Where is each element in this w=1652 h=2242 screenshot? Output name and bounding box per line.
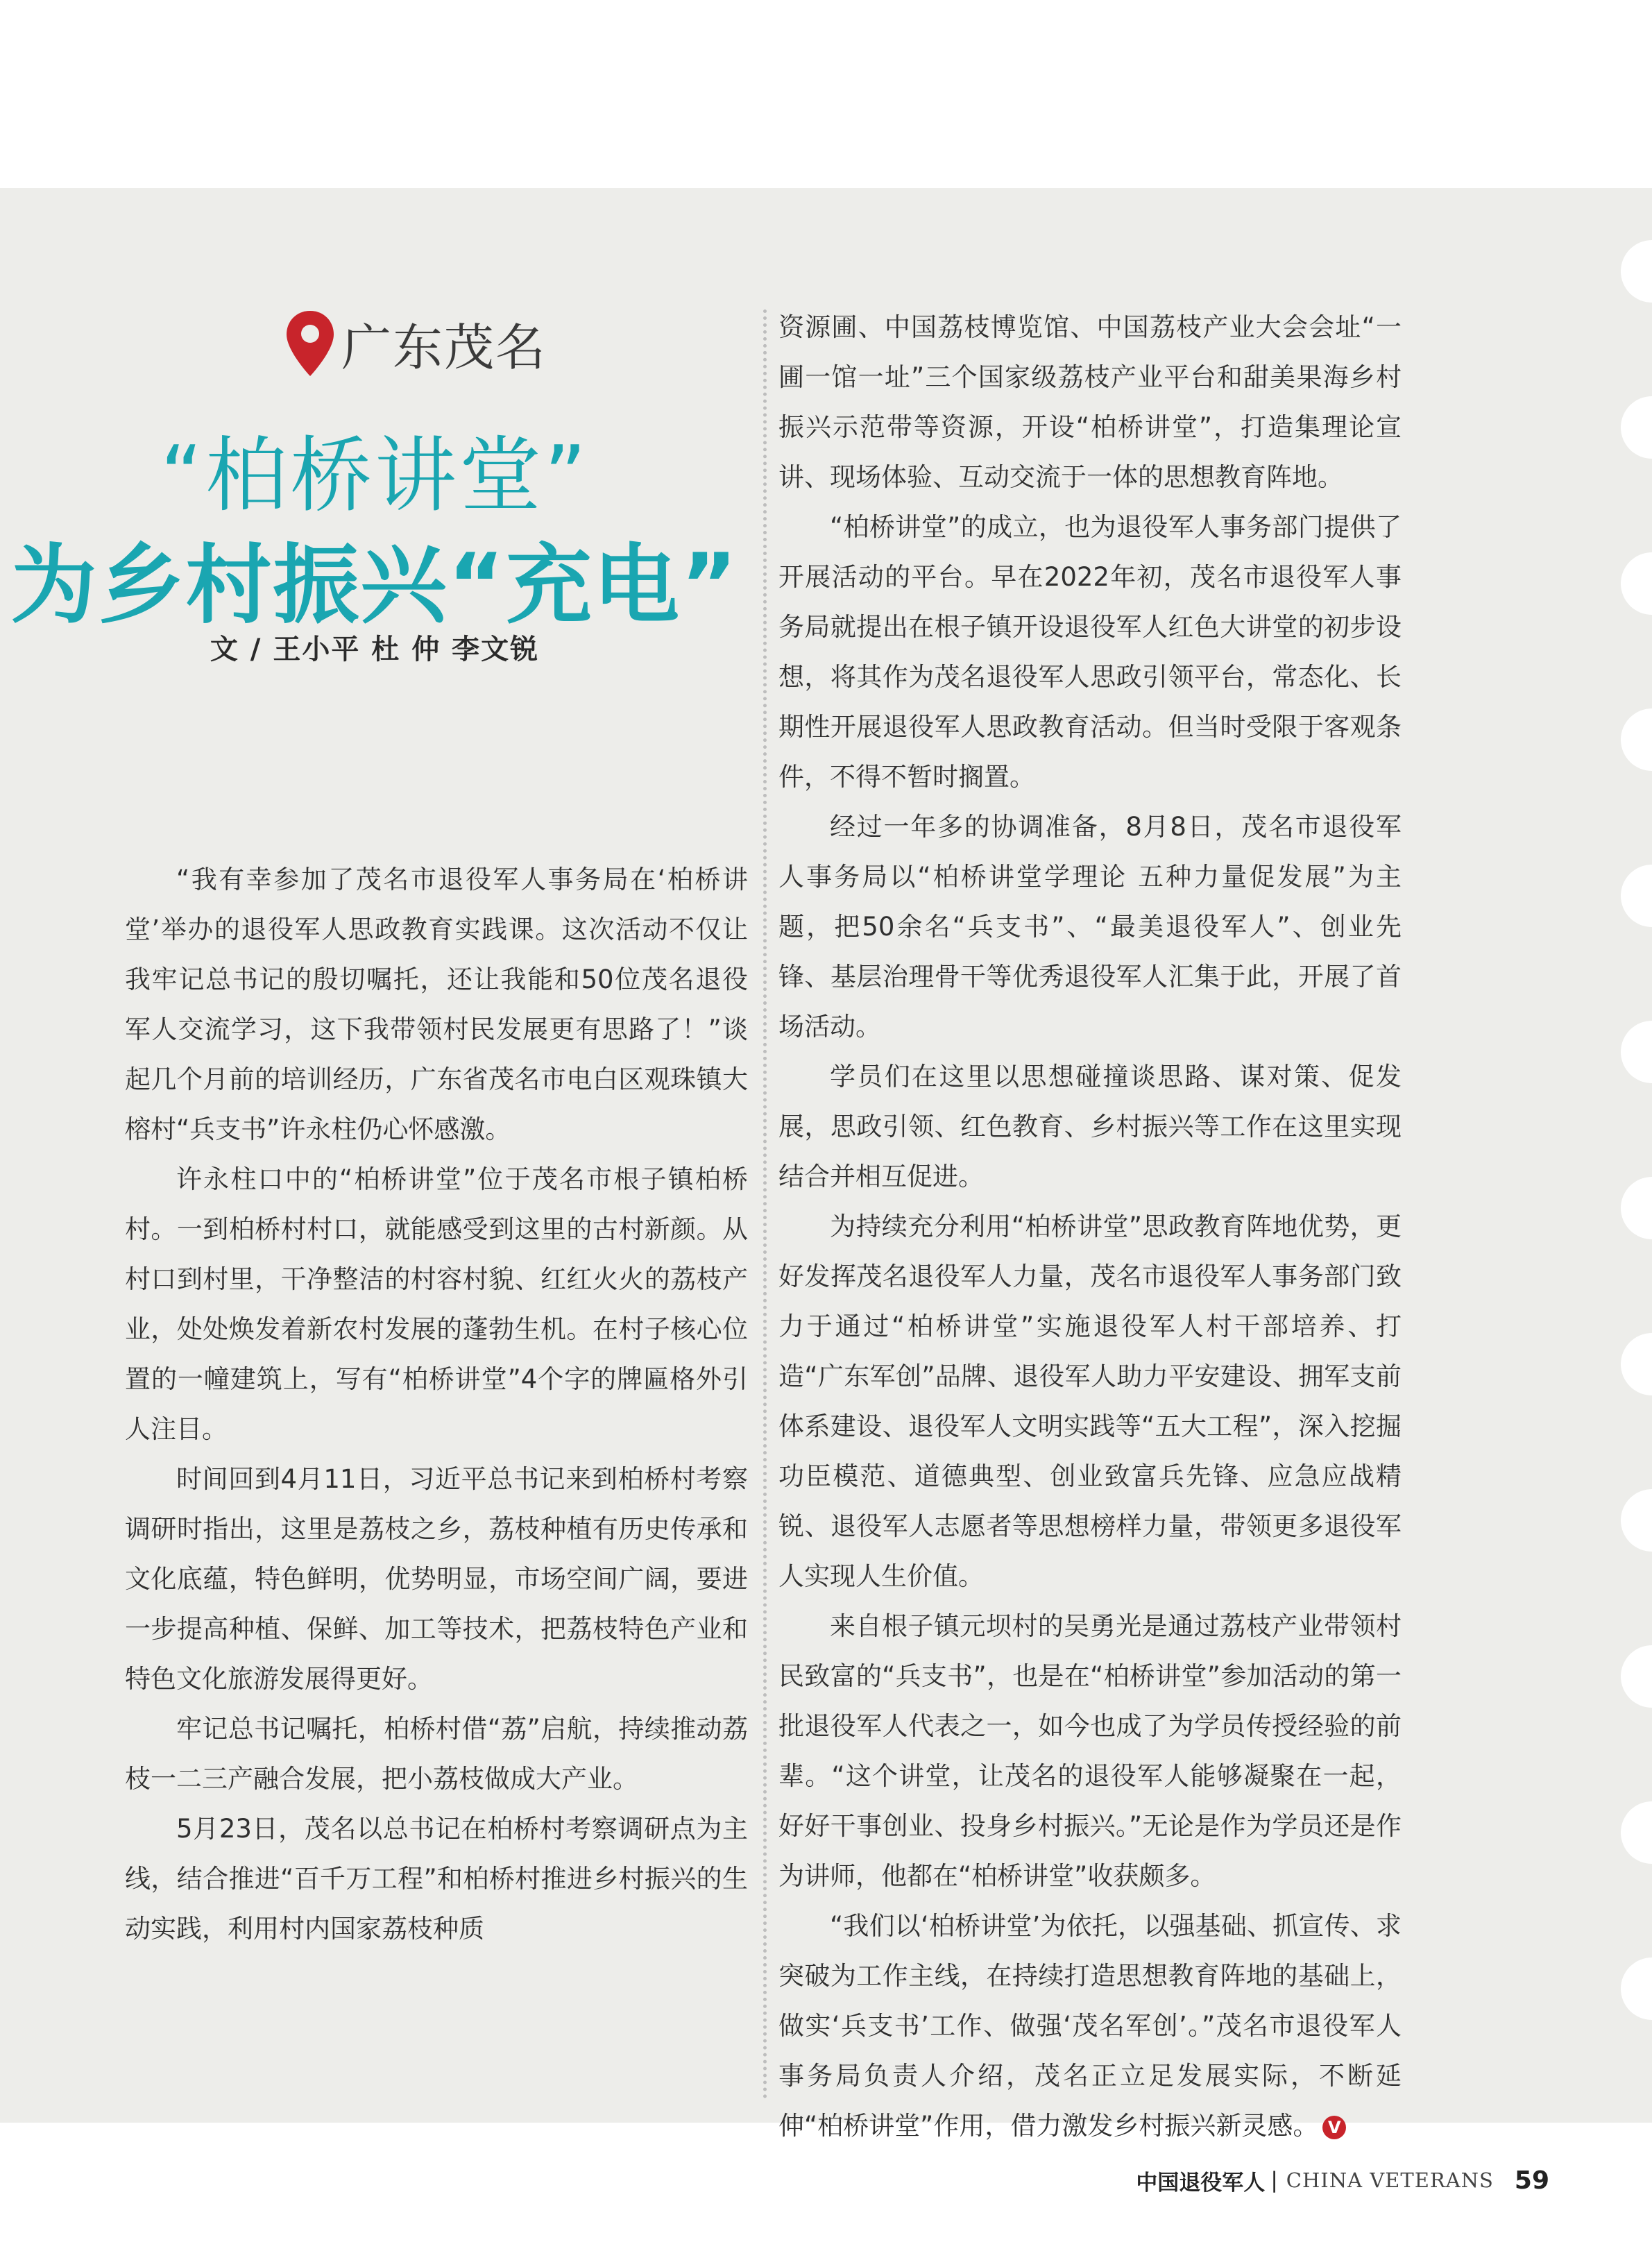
notebook-holes xyxy=(1590,188,1652,2123)
byline xyxy=(0,627,749,667)
hole-decoration xyxy=(1621,1021,1652,1083)
footer-separator: | xyxy=(1270,2168,1278,2193)
article-title-line-2: 为乡村振兴“充电” xyxy=(10,536,739,636)
page-footer xyxy=(1136,2159,1549,2201)
paragraph: 许永柱口中的“柏桥讲堂”位于茂名市根子镇柏桥村。一到柏桥村村口，就能感受到这里的古村新颜。从村口到村里，干净整洁的村容村貌、红红火火的荔枝产业，处处焕发着新农村发展的蓬勃生机。在村子核心位置的一幢建筑上，写有“柏桥讲堂”4个字的牌匾格外引人注目。 xyxy=(125,1164,748,1444)
hole-decoration xyxy=(1621,1957,1652,2020)
magazine-name-en: CHINA VETERANS xyxy=(1286,2168,1494,2192)
hole-decoration xyxy=(1621,552,1652,615)
paragraph: “柏桥讲堂”的成立，也为退役军人事务部门提供了开展活动的平台。早在2022年初，茂名市退役军人事务局就提出在根子镇开设退役军人红色大讲堂的初步设想，将其作为茂名退役军人思政引领平台，常态化、长期性开展退役军人思政教育活动。但当时受限于客观条件，不得不暂时搁置。 xyxy=(778,512,1402,792)
hole-decoration xyxy=(1621,240,1652,303)
column-divider xyxy=(763,309,767,2100)
paragraph: 学员们在这里以思想碰撞谈思路、谋对策、促发展，思政引领、红色教育、乡村振兴等工作在这里实现结合并相互促进。 xyxy=(778,1062,1402,1191)
page-number: 59 xyxy=(1514,2166,1549,2195)
paragraph: 为持续充分利用“柏桥讲堂”思政教育阵地优势，更好发挥茂名退役军人力量，茂名市退役军人事务部门致力于通过“柏桥讲堂”实施退役军人村干部培养、打造“广东军创”品牌、退役军人助力平安建设、拥军支前体系建设、退役军人文明实践等“五大工程”，深入挖掘功臣模范、道德典型、创业致富兵先锋、应急应战精锐、退役军人志愿者等思想榜样力量，带领更多退役军人实现人生价值。 xyxy=(778,1212,1402,1591)
map-pin-icon xyxy=(284,309,336,377)
location-label xyxy=(284,305,547,382)
paragraph: “我有幸参加了茂名市退役军人事务局在‘柏桥讲堂’举办的退役军人思政教育实践课。这次活动不仅让我牢记总书记的殷切嘱托，还让我能和50位茂名退役军人交流学习，这下我带领村民发展更有思路了！”谈起几个月前的培训经历，广东省茂名市电白区观珠镇大榕村“兵支书”许永柱仍心怀感激。 xyxy=(125,865,748,1144)
hole-decoration xyxy=(1621,1645,1652,1708)
hole-decoration xyxy=(1621,1333,1652,1395)
byline-authors: 王小平 杜 仲 李文锐 xyxy=(273,634,540,665)
paragraph-continued: 资源圃、中国荔枝博览馆、中国荔枝产业大会会址“一圃一馆一址”三个国家级荔枝产业平台和甜美果海乡村振兴示范带等资源，开设“柏桥讲堂”，打造集理论宣讲、现场体验、互动交流于一体的思想教育阵地。 xyxy=(778,312,1402,492)
hole-decoration xyxy=(1621,396,1652,459)
magazine-name-cn: 中国退役军人 xyxy=(1136,2170,1266,2196)
byline-prefix: 文 / xyxy=(210,634,273,665)
article-title-line-1: “柏桥讲堂” xyxy=(160,427,590,523)
paragraph-text: “我们以‘柏桥讲堂’为依托，以强基础、抓宣传、求突破为工作主线，在持续打造思想教育阵地的基础上，做实‘兵支书’工作、做强‘茂名军创’。”茂名市退役军人事务局负责人介绍，茂名正立足发展实际，不断延伸“柏桥讲堂”作用，借力激发乡村振兴新灵感。 xyxy=(778,1911,1402,2141)
left-column xyxy=(125,855,748,1954)
end-mark-icon: V xyxy=(1322,2116,1346,2139)
paragraph: 经过一年多的协调准备，8月8日，茂名市退役军人事务局以“柏桥讲堂学理论 五种力量促发展”为主题，把50余名“兵支书”、“最美退役军人”、创业先锋、基层治理骨干等优秀退役军人汇集于此，开展了首场活动。 xyxy=(778,812,1402,1042)
paragraph: 牢记总书记嘱托，柏桥村借“荔”启航，持续推动荔枝一二三产融合发展，把小荔枝做成大产业。 xyxy=(125,1714,748,1794)
hole-decoration xyxy=(1621,708,1652,771)
hole-decoration xyxy=(1621,1801,1652,1864)
right-column xyxy=(778,303,1402,2151)
paragraph: 来自根子镇元坝村的吴勇光是通过荔枝产业带领村民致富的“兵支书”，也是在“柏桥讲堂”参加活动的第一批退役军人代表之一，如今也成了为学员传授经验的前辈。“这个讲堂，让茂名的退役军人能够凝聚在一起，好好干事创业、投身乡村振兴。”无论是作为学员还是作为讲师，他都在“柏桥讲堂”收获颇多。 xyxy=(778,1611,1402,1891)
location-text: 广东茂名 xyxy=(341,319,547,377)
hole-decoration xyxy=(1621,1489,1652,1552)
hole-decoration xyxy=(1621,865,1652,927)
paragraph: 时间回到4月11日，习近平总书记来到柏桥村考察调研时指出，这里是荔枝之乡，荔枝种植有历史传承和文化底蕴，特色鲜明，优势明显，市场空间广阔，要进一步提高种植、保鲜、加工等技术，把荔枝特色产业和特色文化旅游发展得更好。 xyxy=(125,1464,748,1694)
paragraph xyxy=(778,1901,1402,2151)
paragraph: 5月23日，茂名以总书记在柏桥村考察调研点为主线，结合推进“百千万工程”和柏桥村推进乡村振兴的生动实践，利用村内国家荔枝种质 xyxy=(125,1814,748,1944)
hole-decoration xyxy=(1621,1177,1652,1239)
